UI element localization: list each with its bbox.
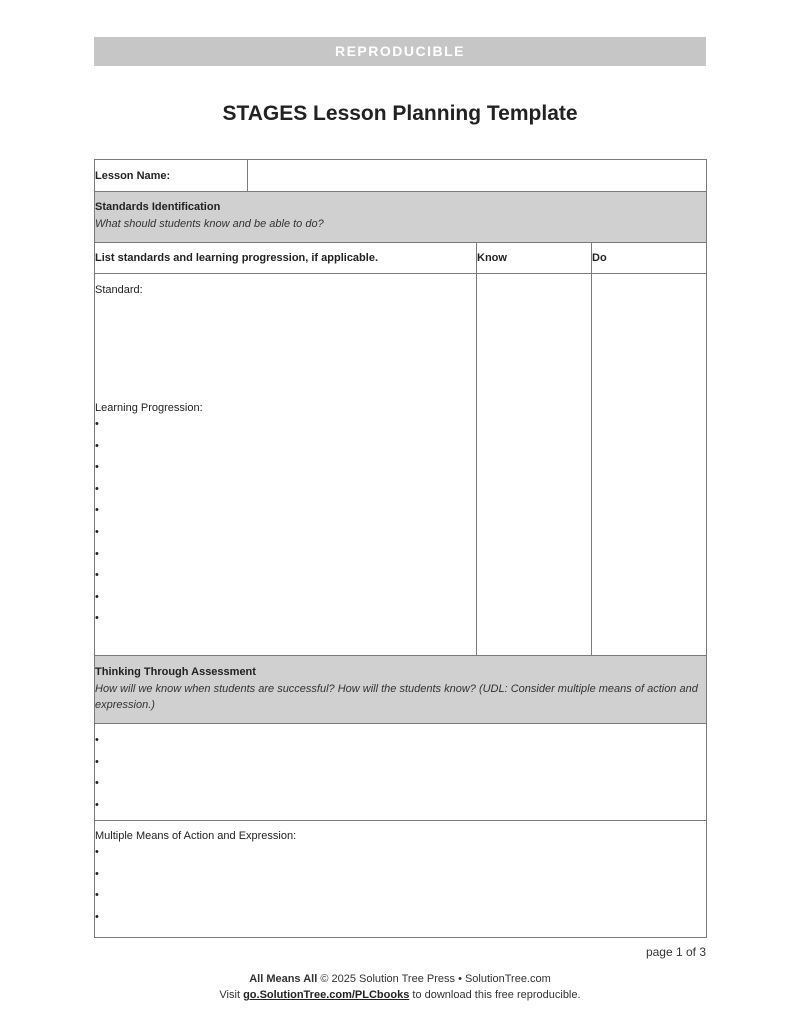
page-title: STAGES Lesson Planning Template (222, 102, 578, 125)
bullet-item: • (95, 482, 99, 495)
bullet-item: • (95, 590, 99, 603)
mmae-bullet-list (95, 842, 706, 928)
visit-text: Visit (219, 989, 241, 1001)
page-number: page 1 of 3 (645, 945, 706, 959)
mmae-cell[interactable] (95, 821, 707, 938)
learning-progression-list (95, 414, 476, 630)
footer-line-2 (0, 989, 800, 1001)
bullet-item: • (95, 867, 99, 880)
bullet-item: • (95, 525, 99, 538)
download-tail: to download this free reproducible. (412, 989, 581, 1001)
bullet-item: • (95, 734, 99, 746)
lesson-planning-table (94, 159, 707, 938)
bullet-item: • (95, 798, 99, 811)
do-header: Do (592, 243, 707, 274)
standards-header (95, 192, 707, 243)
lesson-name-label: Lesson Name: (95, 160, 248, 192)
bullet-item: • (95, 547, 99, 560)
bullet-item: • (95, 777, 99, 790)
bullet-item: • (95, 418, 99, 430)
bullet-item: • (95, 910, 99, 923)
learning-progression-label: Learning Progression: (95, 402, 203, 414)
assessment-header (95, 656, 707, 724)
mmae-label: Multiple Means of Action and Expression: (95, 830, 297, 842)
bullet-item: • (95, 461, 99, 474)
assessment-subtitle: How will we know when students are successful? How will the students know? (UDL: Consider multiple means of action and expression.) (95, 683, 698, 711)
do-cell[interactable] (592, 274, 707, 656)
standards-subtitle: What should students know and be able to do? (95, 218, 324, 230)
bullet-item: • (95, 755, 99, 768)
download-link[interactable]: go.SolutionTree.com/PLCbooks (243, 989, 410, 1001)
bullet-item: • (95, 889, 99, 902)
know-header: Know (477, 243, 592, 274)
standard-label: Standard: (95, 284, 143, 296)
bullet-item: • (95, 439, 99, 452)
assessment-bullets-cell[interactable] (95, 724, 707, 821)
reproducible-banner: REPRODUCIBLE (94, 37, 706, 66)
bullet-item: • (95, 612, 99, 625)
book-title: All Means All (249, 973, 318, 985)
assessment-bullet-list (95, 730, 706, 816)
list-standards-header: List standards and learning progression, if applicable. (95, 243, 477, 274)
standards-title: Standards Identification (95, 201, 221, 213)
copyright: © 2025 Solution Tree Press • SolutionTree.com (320, 973, 551, 985)
bullet-item: • (95, 569, 99, 582)
lesson-name-field[interactable] (248, 160, 707, 192)
assessment-title: Thinking Through Assessment (95, 666, 256, 678)
bullet-item: • (95, 504, 99, 517)
footer-line-1 (0, 973, 800, 985)
bullet-item: • (95, 846, 99, 858)
know-cell[interactable] (477, 274, 592, 656)
standards-cell[interactable] (95, 274, 477, 656)
